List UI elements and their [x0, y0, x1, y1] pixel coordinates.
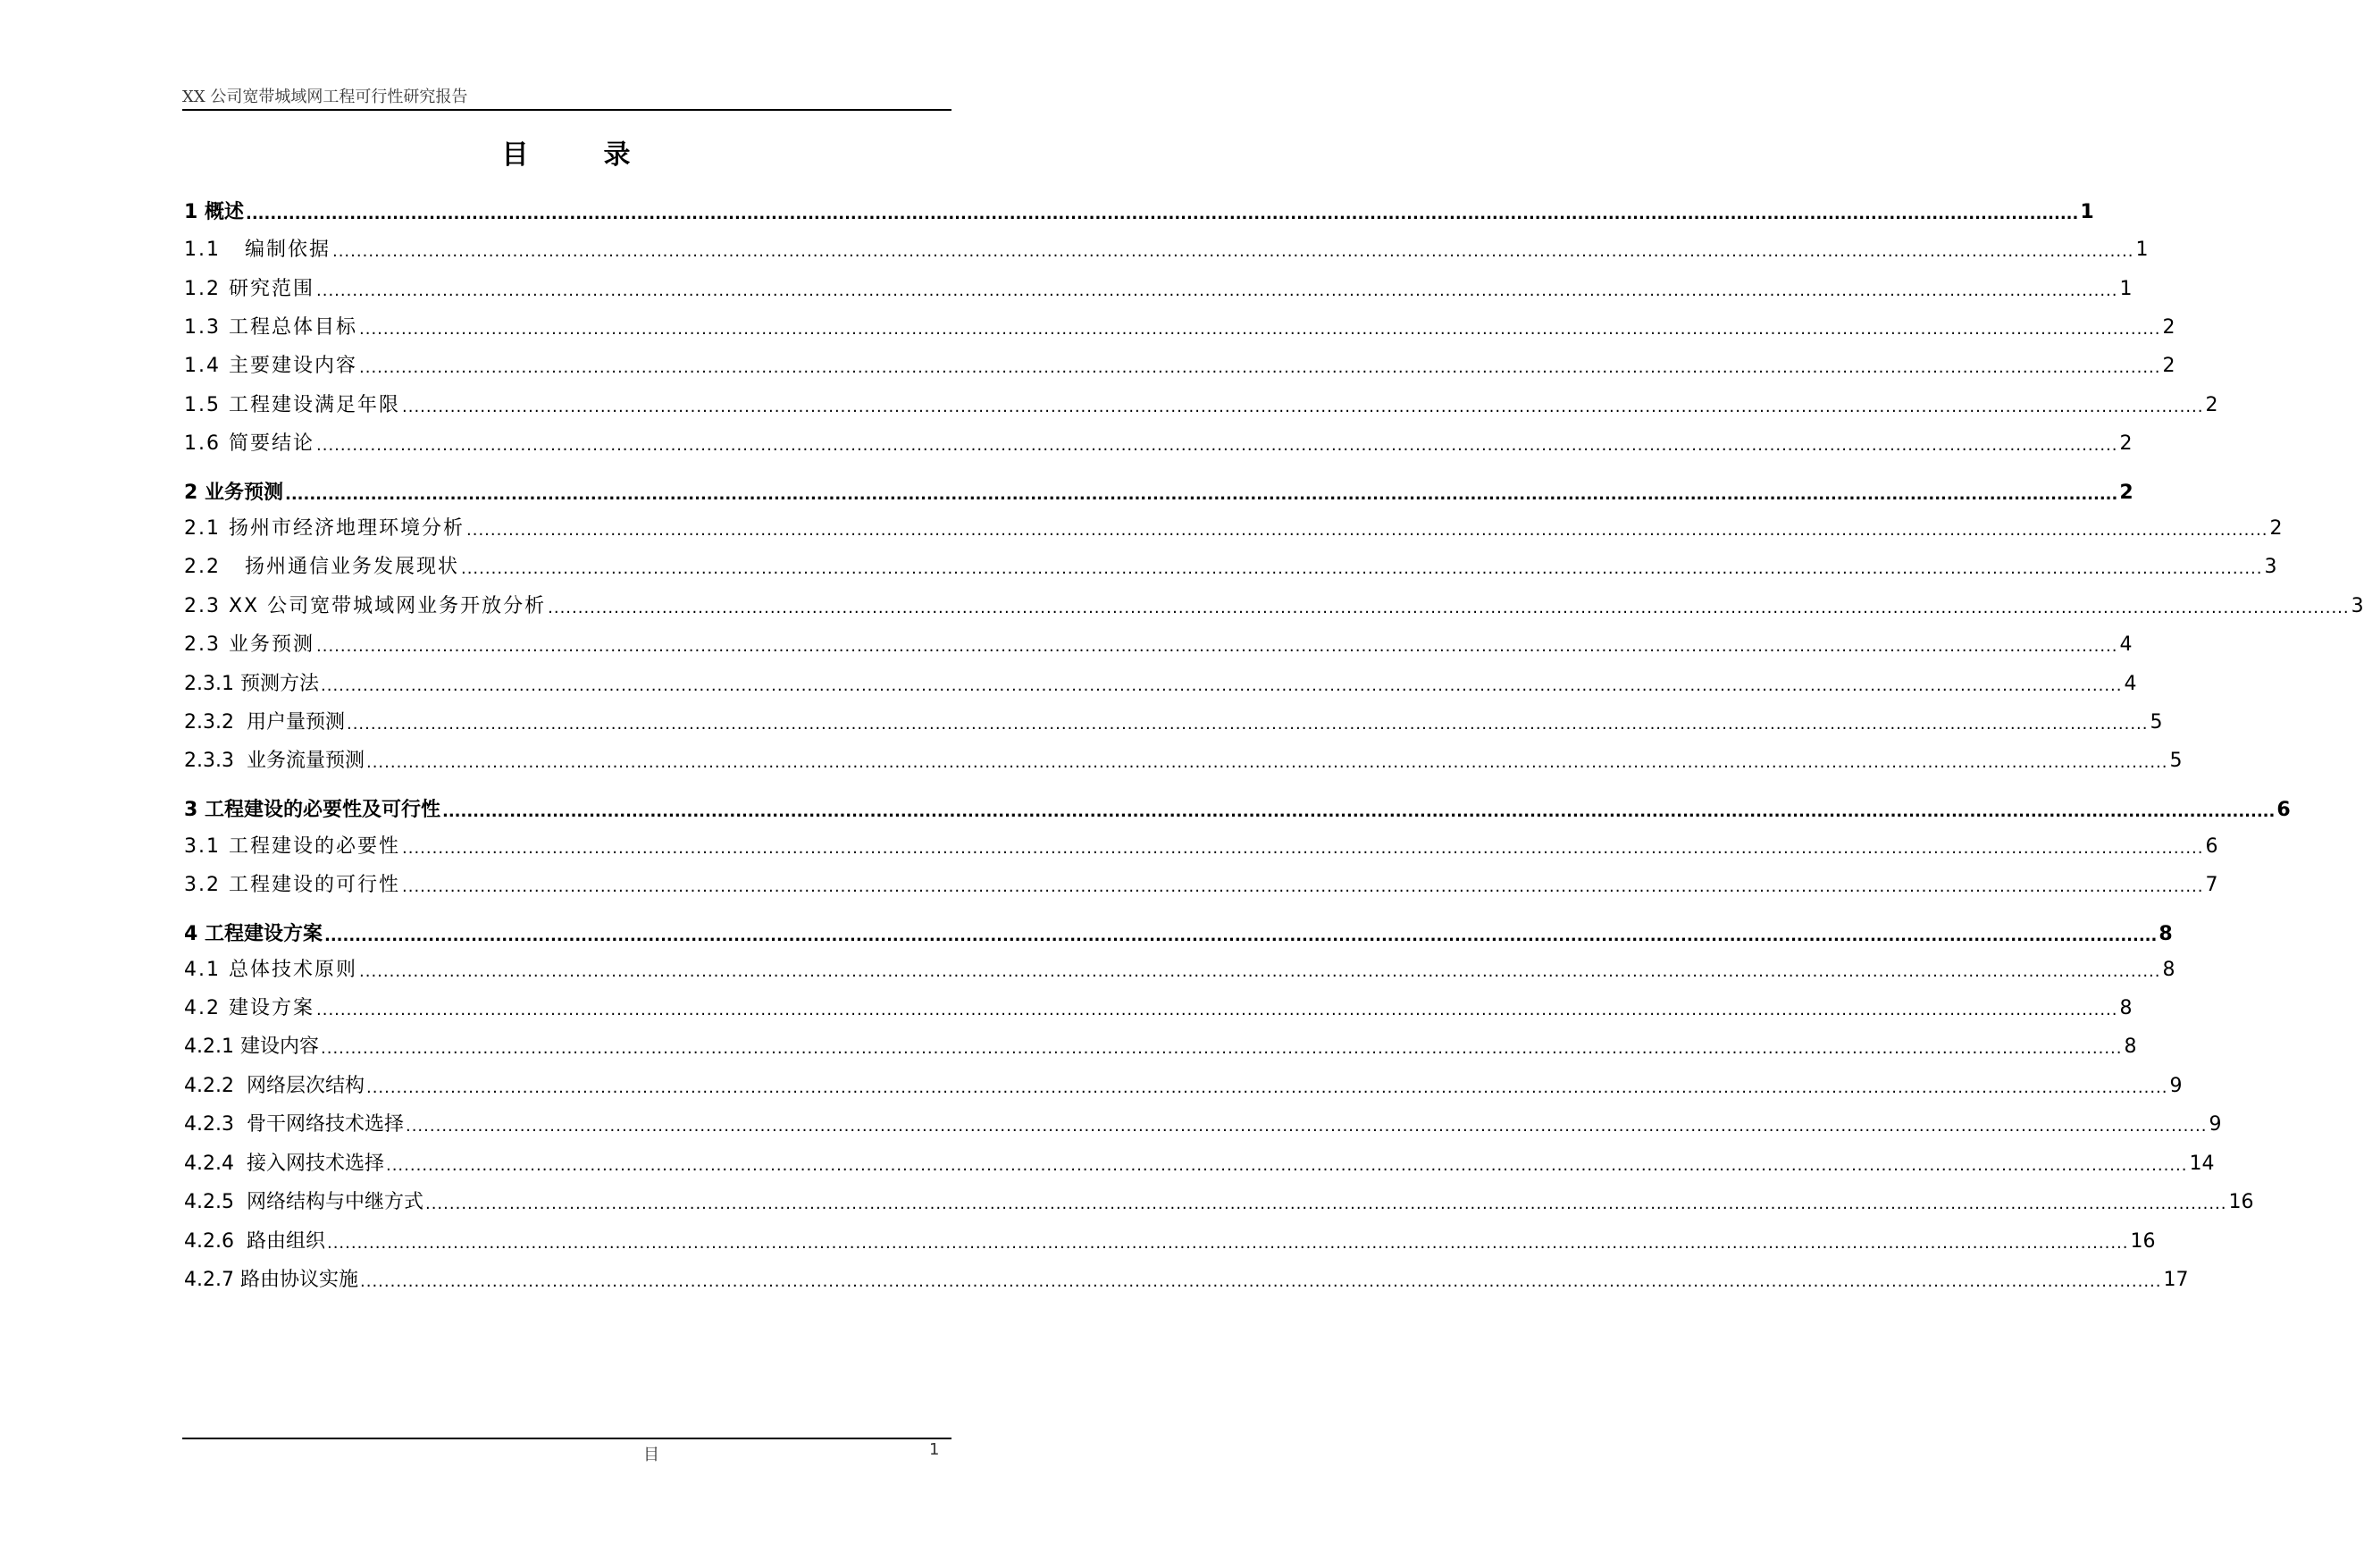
toc-entry-title: 工程建设满足年限 [228, 394, 400, 416]
toc-entry-title: 总体技术原则 [228, 959, 357, 981]
toc-entry-number: 4.2.4 [184, 1153, 240, 1175]
toc-entry[interactable] [184, 551, 2277, 580]
toc-entry-page: 2 [2119, 482, 2133, 504]
toc-entry-page: 4 [2124, 673, 2137, 695]
toc-entry-page: 5 [2150, 711, 2163, 734]
toc-entry-title: 扬州通信业务发展现状 [228, 556, 459, 578]
toc-entry-page: 14 [2189, 1153, 2215, 1175]
toc-entry[interactable] [184, 993, 2133, 1021]
toc-leader-dots: ............................................................................................................................................................................................................................................................................................................ [385, 1156, 2188, 1175]
toc-entry[interactable] [184, 350, 2175, 379]
toc-leader-dots: ............................................................................................................................................................................................................................................................................................................ [326, 1234, 2129, 1253]
toc-entry-page: 2 [2269, 517, 2283, 540]
toc-entry[interactable] [184, 273, 2133, 302]
toc-entry-number: 1.2 [184, 278, 229, 300]
header-divider [182, 109, 951, 111]
title-char-right: 录 [603, 139, 633, 171]
toc-leader-dots: ............................................................................................................................................................................................................................................................................................................ [402, 839, 2204, 858]
toc-entry[interactable] [184, 390, 2218, 418]
toc-entry-page: 8 [2119, 997, 2133, 1019]
toc-entry-title: XX 公司宽带城域网业务开放分析 [228, 595, 547, 617]
toc-entry-page: 7 [2205, 874, 2218, 896]
toc-entry-page: 16 [2130, 1230, 2156, 1253]
toc-entry[interactable] [184, 918, 2173, 947]
toc-entry[interactable] [184, 954, 2175, 983]
toc-leader-dots: ............................................................................................................................................................................................................................................................................................................ [346, 715, 2149, 734]
toc-entry[interactable] [184, 831, 2218, 859]
toc-leader-dots: ............................................................................................................................................................................................................................................................................................................ [402, 398, 2204, 416]
toc-entry[interactable] [184, 428, 2133, 457]
toc-entry-title: 工程建设的可行性 [228, 874, 400, 896]
toc-entry-page: 6 [2276, 799, 2291, 821]
toc-entry-number: 4.2.5 [184, 1191, 240, 1213]
toc-leader-dots: ............................................................................................................................................................................................................................................................................................................ [548, 599, 2350, 617]
toc-entry-title: 业务预测 [204, 482, 283, 504]
toc-entry[interactable] [184, 477, 2133, 506]
toc-entry-number: 1 [184, 201, 205, 223]
toc-entry-number: 2.3.2 [184, 711, 240, 734]
toc-entry-page: 9 [2209, 1113, 2222, 1136]
toc-entry-page: 17 [2163, 1269, 2189, 1291]
toc-entry-title: 预测方法 [239, 673, 319, 695]
toc-entry-page: 3 [2351, 595, 2364, 617]
toc-entry-number: 4.2 [184, 997, 229, 1019]
page-title [182, 132, 951, 172]
toc-entry-page: 2 [2119, 432, 2133, 455]
toc-leader-dots: ............................................................................................................................................................................................................................................................................................................ [441, 802, 2276, 821]
toc-entry[interactable] [184, 869, 2218, 898]
toc-entry-title: 扬州市经济地理环境分析 [228, 517, 465, 540]
toc-entry-title: 骨干网络技术选择 [239, 1113, 404, 1136]
toc-leader-dots: ............................................................................................................................................................................................................................................................................................................ [284, 485, 2118, 504]
toc-leader-dots: ............................................................................................................................................................................................................................................................................................................ [405, 1117, 2208, 1136]
toc-entry-number: 2.3 [184, 595, 229, 617]
toc-entry-title: 工程建设的必要性及可行性 [204, 799, 440, 821]
toc-entry-title: 简要结论 [228, 432, 314, 455]
toc-entry[interactable] [184, 513, 2283, 541]
toc-leader-dots: ............................................................................................................................................................................................................................................................................................................ [359, 358, 2161, 377]
toc-entry-title: 概述 [204, 201, 244, 223]
toc-entry[interactable] [184, 1226, 2156, 1254]
toc-entry[interactable] [184, 1031, 2137, 1060]
toc-entry-number: 4 [184, 923, 205, 945]
toc-entry-page: 1 [2135, 239, 2149, 261]
toc-leader-dots: ............................................................................................................................................................................................................................................................................................................ [360, 1272, 2162, 1291]
toc-entry-title: 业务流量预测 [239, 750, 365, 772]
toc-entry-number: 2.1 [184, 517, 229, 540]
toc-leader-dots: ............................................................................................................................................................................................................................................................................................................ [424, 1195, 2227, 1213]
toc-entry-title: 主要建设内容 [228, 355, 357, 377]
toc-leader-dots: ............................................................................................................................................................................................................................................................................................................ [316, 281, 2118, 300]
toc-entry-page: 1 [2119, 278, 2133, 300]
toc-leader-dots: ............................................................................................................................................................................................................................................................................................................ [245, 205, 2079, 223]
toc-entry-page: 5 [2169, 750, 2183, 772]
toc-entry-number: 2 [184, 482, 205, 504]
toc-entry-title: 建设内容 [239, 1036, 319, 1058]
toc-entry-page: 9 [2169, 1075, 2183, 1097]
toc-entry-page: 2 [2162, 316, 2175, 339]
toc-entry[interactable] [184, 234, 2149, 263]
toc-leader-dots: ............................................................................................................................................................................................................................................................................................................ [402, 877, 2204, 896]
toc-entry[interactable] [184, 312, 2175, 340]
toc-entry[interactable] [184, 707, 2163, 735]
toc-entry-number: 4.1 [184, 959, 229, 981]
toc-leader-dots: ............................................................................................................................................................................................................................................................................................................ [321, 676, 2123, 695]
toc-entry-title: 研究范围 [228, 278, 314, 300]
toc-entry-number: 4.2.3 [184, 1113, 240, 1136]
title-char-left: 目 [501, 139, 531, 171]
toc-entry[interactable] [184, 1109, 2222, 1137]
toc-entry-number: 4.2.1 [184, 1036, 240, 1058]
toc-entry[interactable] [184, 668, 2137, 697]
toc-leader-dots: ............................................................................................................................................................................................................................................................................................................ [359, 320, 2161, 339]
toc-entry-number: 2.2 [184, 556, 229, 578]
toc-leader-dots: ............................................................................................................................................................................................................................................................................................................ [359, 962, 2161, 981]
toc-entry-page: 1 [2080, 201, 2094, 223]
toc-entry-number: 2.3.1 [184, 673, 240, 695]
toc-entry-page: 2 [2162, 355, 2175, 377]
toc-entry-title: 网络层次结构 [239, 1075, 365, 1097]
toc-entry-page: 16 [2228, 1191, 2254, 1213]
toc-entry-title: 工程总体目标 [228, 316, 357, 339]
running-header: XX 公司宽带城域网工程可行性研究报告 [182, 88, 468, 106]
toc-leader-dots: ............................................................................................................................................................................................................................................................................................................ [331, 242, 2134, 261]
toc-entry-title: 工程建设的必要性 [228, 835, 400, 858]
toc-entry-page: 8 [2159, 923, 2173, 945]
toc-entry-title: 网络结构与中继方式 [239, 1191, 423, 1213]
footer-divider [182, 1438, 951, 1439]
toc-leader-dots: ............................................................................................................................................................................................................................................................................................................ [466, 521, 2268, 540]
toc-entry-number: 1.1 [184, 239, 229, 261]
toc-entry-title: 用户量预测 [239, 711, 345, 734]
toc-entry-number: 3 [184, 799, 205, 821]
toc-entry-title: 路由协议实施 [239, 1269, 358, 1291]
toc-entry-page: 3 [2264, 556, 2277, 578]
toc-entry-title: 业务预测 [228, 633, 314, 656]
toc-entry[interactable] [184, 745, 2183, 774]
toc-entry[interactable] [184, 1186, 2254, 1215]
toc-entry-title: 路由组织 [239, 1230, 325, 1253]
toc-entry-page: 6 [2205, 835, 2218, 858]
toc-entry-page: 8 [2124, 1036, 2137, 1058]
toc-entry-title: 工程建设方案 [204, 923, 323, 945]
footer-page-number: 1 [929, 1440, 940, 1459]
toc-entry-number: 1.5 [184, 394, 229, 416]
toc-leader-dots: ............................................................................................................................................................................................................................................................................................................ [316, 637, 2118, 656]
toc-leader-dots: ............................................................................................................................................................................................................................................................................................................ [316, 436, 2118, 455]
footer-label: 目 [643, 1446, 659, 1464]
toc-entry-page: 2 [2205, 394, 2218, 416]
toc-entry-page: 4 [2119, 633, 2133, 656]
toc-entry-number: 3.2 [184, 874, 229, 896]
toc-leader-dots: ............................................................................................................................................................................................................................................................................................................ [316, 1001, 2118, 1019]
toc-entry-number: 1.6 [184, 432, 229, 455]
toc-entry[interactable] [184, 1070, 2183, 1099]
toc-entry[interactable] [184, 794, 2291, 823]
toc-entry[interactable] [184, 1148, 2215, 1177]
toc-entry[interactable] [184, 591, 2364, 619]
toc-leader-dots: ............................................................................................................................................................................................................................................................................................................ [365, 1078, 2168, 1097]
toc-leader-dots: ............................................................................................................................................................................................................................................................................................................ [460, 559, 2263, 578]
toc-entry-number: 4.2.7 [184, 1269, 240, 1291]
toc-entry-number: 2.3.3 [184, 750, 240, 772]
toc-entry-title: 接入网技术选择 [239, 1153, 384, 1175]
toc-entry-number: 4.2.6 [184, 1230, 240, 1253]
toc-entry-number: 1.3 [184, 316, 229, 339]
toc-entry-number: 3.1 [184, 835, 229, 858]
toc-entry-number: 4.2.2 [184, 1075, 240, 1097]
toc-entry[interactable] [184, 629, 2133, 658]
toc-entry[interactable] [184, 197, 2094, 225]
toc-entry-title: 编制依据 [228, 239, 331, 261]
toc-entry-title: 建设方案 [228, 997, 314, 1019]
toc-leader-dots: ............................................................................................................................................................................................................................................................................................................ [321, 1039, 2123, 1058]
toc-entry-page: 8 [2162, 959, 2175, 981]
toc-entry-number: 1.4 [184, 355, 229, 377]
toc-leader-dots: ............................................................................................................................................................................................................................................................................................................ [323, 927, 2158, 945]
toc-leader-dots: ............................................................................................................................................................................................................................................................................................................ [365, 753, 2168, 772]
toc-entry-number: 2.3 [184, 633, 229, 656]
toc-entry[interactable] [184, 1264, 2189, 1293]
